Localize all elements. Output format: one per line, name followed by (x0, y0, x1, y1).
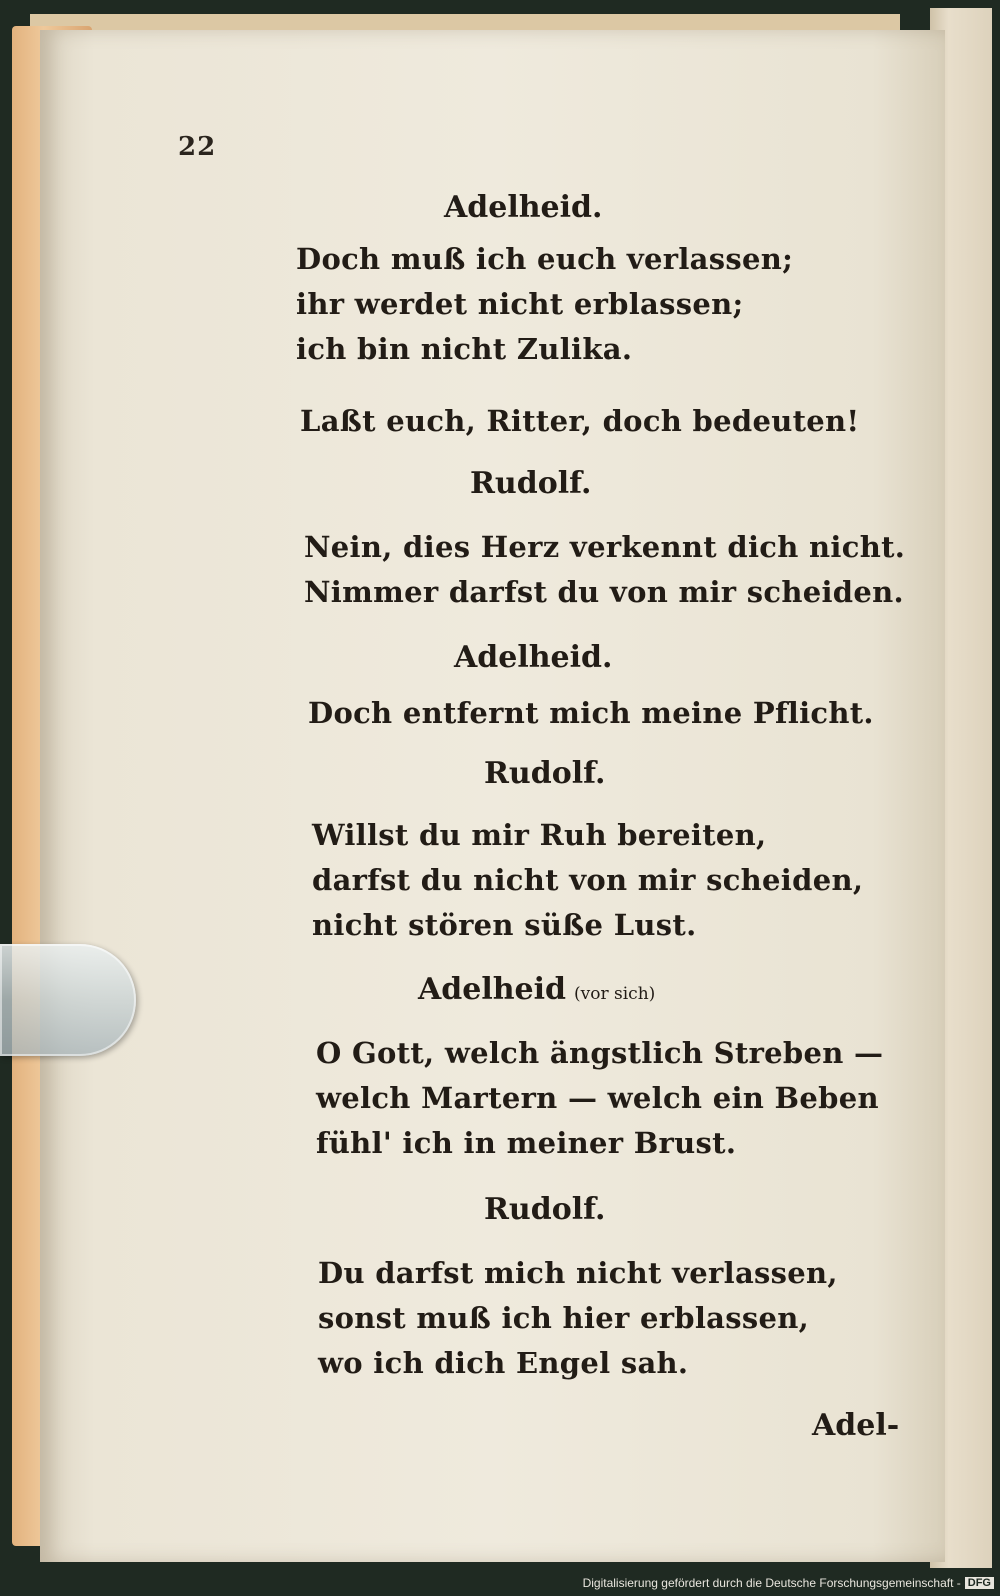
verse-line: Du darfst mich nicht verlassen, (318, 1256, 838, 1290)
dfg-logo: DFG (965, 1577, 994, 1589)
verse-line: fühl' ich in meiner Brust. (316, 1126, 737, 1160)
footer-text: Digitalisierung gefördert durch die Deutsche Forschungsgemeinschaft - (582, 1576, 961, 1590)
speaker-heading: Rudolf. (484, 1192, 606, 1227)
verse-line: Nimmer darfst du von mir scheiden. (304, 575, 904, 609)
verse-line: ihr werdet nicht erblassen; (296, 287, 744, 321)
verse-line: sonst muß ich hier erblassen, (318, 1301, 810, 1335)
verse-line: nicht stören süße Lust. (312, 908, 697, 942)
verse-line: darfst du nicht von mir scheiden, (312, 863, 864, 897)
speaker-heading: Adelheid. (454, 640, 613, 675)
speaker-heading: Rudolf. (484, 756, 606, 791)
verse-line: Doch entfernt mich meine Pflicht. (308, 696, 874, 730)
verse-line: O Gott, welch ängstlich Streben — (316, 1036, 884, 1070)
page-clip (0, 944, 136, 1056)
verse-line: welch Martern — welch ein Beben (316, 1081, 879, 1115)
verse-line: Laßt euch, Ritter, doch bedeuten! (300, 404, 860, 438)
footer-credit (583, 1576, 994, 1590)
verse-line: ich bin nicht Zulika. (296, 332, 633, 366)
stage-direction: (vor sich) (574, 984, 656, 1004)
catchword: Adel- (812, 1408, 900, 1443)
speaker-heading: Adelheid (vor sich) (418, 972, 656, 1007)
verse-line: Willst du mir Ruh bereiten, (312, 818, 767, 852)
speaker-heading: Adelheid. (444, 190, 603, 225)
speaker-heading: Rudolf. (470, 466, 592, 501)
verse-line: Nein, dies Herz verkennt dich nicht. (304, 530, 906, 564)
verse-line: wo ich dich Engel sah. (318, 1346, 689, 1380)
page-number: 22 (178, 132, 217, 162)
verse-line: Doch muß ich euch verlassen; (296, 242, 794, 276)
